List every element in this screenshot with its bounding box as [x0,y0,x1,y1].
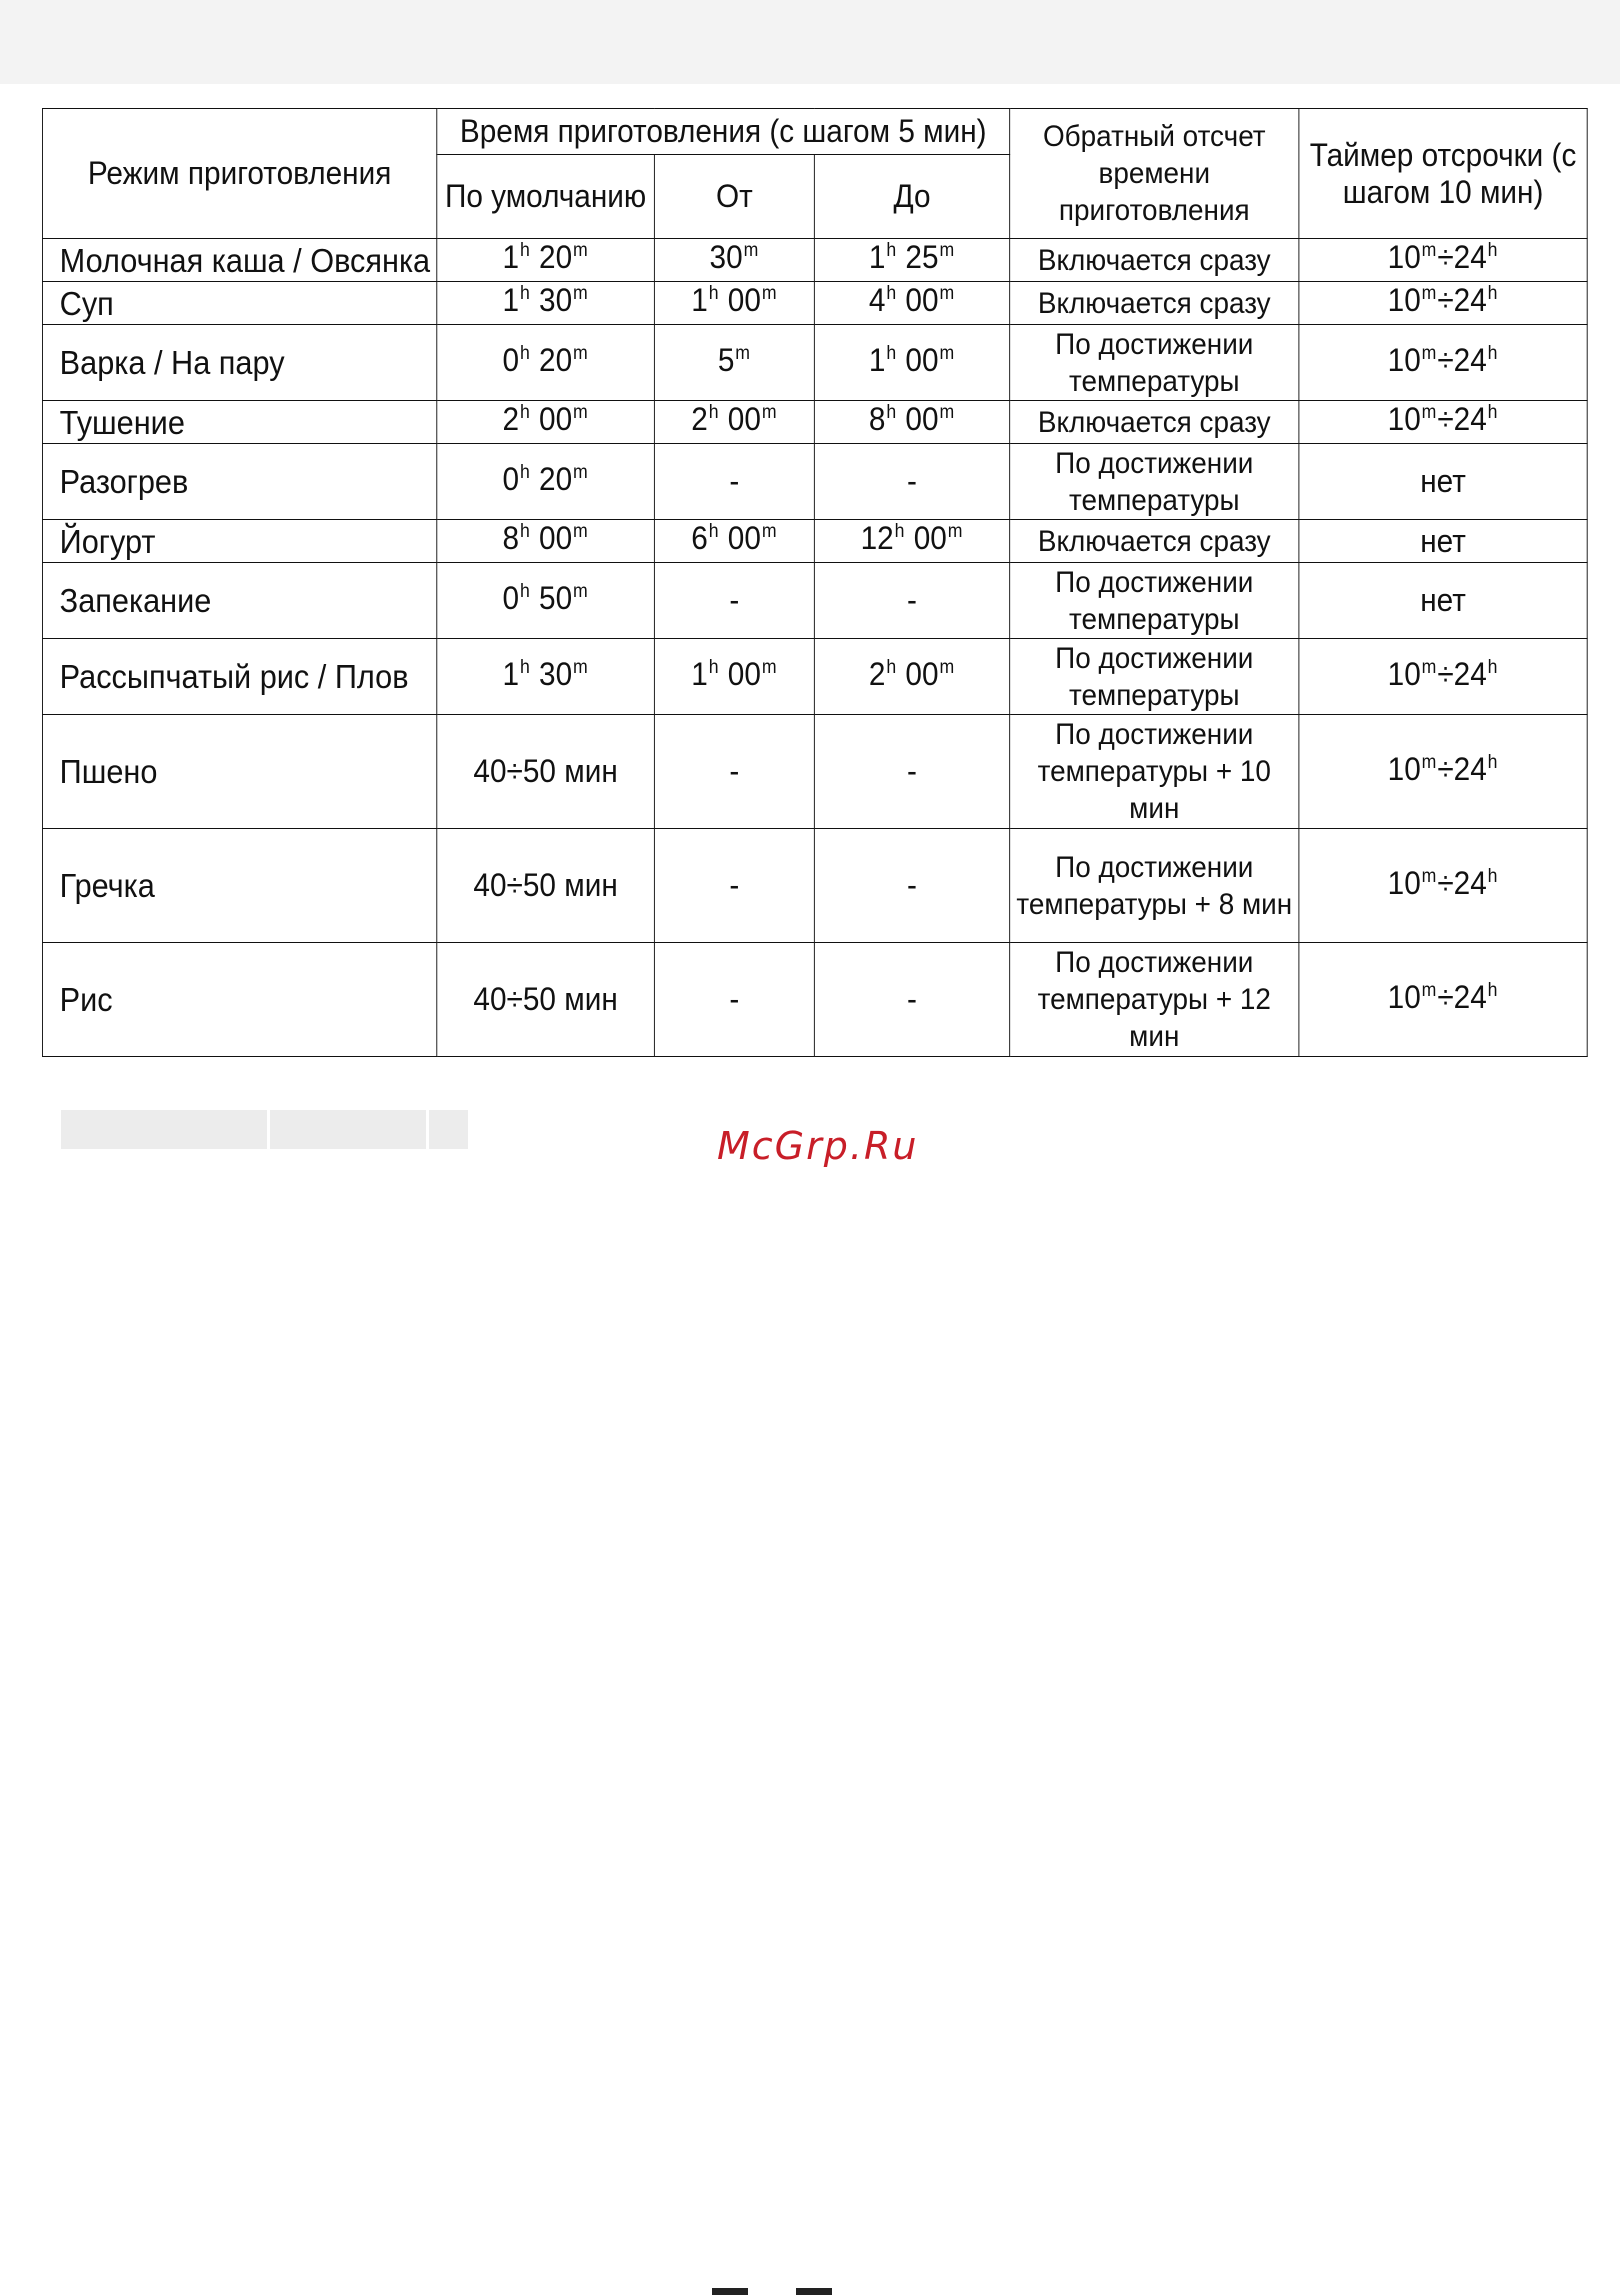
delay-timer-cell: $10^m\div 24^h$ [1299,715,1587,829]
mode-cell: Тушение [42,401,436,444]
to-time-cell: 4$^h$ 00$^m$ [814,282,1009,325]
to-time-cell: 1$^h$ 00$^m$ [814,325,1009,401]
countdown-cell: Включается сразу [1010,282,1299,325]
mode-cell: Разогрев [42,444,436,520]
delay-timer-cell: $10^m\div 24^h$ [1299,282,1587,325]
table-row [42,829,1587,943]
gray-bar [429,1110,468,1149]
from-time-cell: 30$^m$ [654,239,814,282]
table-row [42,943,1587,1057]
default-time-cell: 1$^h$ 30$^m$ [437,282,655,325]
page-mark [712,2288,748,2295]
delay-timer-cell: $10^m\div 24^h$ [1299,639,1587,715]
table-row [42,239,1587,282]
from-time-cell: 2$^h$ 00$^m$ [654,401,814,444]
default-time-cell: 40÷50 мин [437,829,655,943]
from-time-cell: - [654,563,814,639]
to-time-cell: - [814,444,1009,520]
default-time-cell: 0$^h$ 20$^m$ [437,325,655,401]
header-delay-timer: Таймер отсрочки (с шагом 10 мин) [1299,109,1587,239]
table-row [42,282,1587,325]
to-time-cell: - [814,563,1009,639]
default-time-cell: 0$^h$ 50$^m$ [437,563,655,639]
default-time-cell: 2$^h$ 00$^m$ [437,401,655,444]
delay-timer-cell: нет [1299,520,1587,563]
from-time-cell: - [654,829,814,943]
table-row [42,639,1587,715]
mode-cell: Рассыпчатый рис / Плов [42,639,436,715]
delay-timer-cell: $10^m\div 24^h$ [1299,943,1587,1057]
to-time-cell: 8$^h$ 00$^m$ [814,401,1009,444]
countdown-cell: По достижении температуры + 10 мин [1010,715,1299,829]
mode-cell: Рис [42,943,436,1057]
countdown-cell: По достижении температуры [1010,325,1299,401]
to-time-cell: 1$^h$ 25$^m$ [814,239,1009,282]
countdown-cell: Включается сразу [1010,239,1299,282]
countdown-cell: По достижении температуры [1010,639,1299,715]
delay-timer-cell: $10^m\div 24^h$ [1299,401,1587,444]
countdown-cell: По достижении температуры [1010,444,1299,520]
table-row [42,520,1587,563]
table-row [42,563,1587,639]
delay-timer-cell: $10^m\div 24^h$ [1299,325,1587,401]
to-time-cell: 2$^h$ 00$^m$ [814,639,1009,715]
from-time-cell: - [654,715,814,829]
countdown-cell: Включается сразу [1010,401,1299,444]
from-time-cell: 1$^h$ 00$^m$ [654,639,814,715]
delay-timer-cell: $10^m\div 24^h$ [1299,239,1587,282]
to-time-cell: - [814,715,1009,829]
to-time-cell: - [814,829,1009,943]
mode-cell: Запекание [42,563,436,639]
table-row [42,444,1587,520]
to-time-cell: 12$^h$ 00$^m$ [814,520,1009,563]
countdown-cell: По достижении температуры [1010,563,1299,639]
default-time-cell: 1$^h$ 30$^m$ [437,639,655,715]
default-time-cell: 0$^h$ 20$^m$ [437,444,655,520]
header-countdown: Обратный отсчет времени приготовления [1010,109,1299,239]
mode-cell: Варка / На пару [42,325,436,401]
watermark: McGrp.Ru [717,1124,919,1168]
table-row [42,401,1587,444]
delay-timer-cell: нет [1299,563,1587,639]
from-time-cell: - [654,444,814,520]
table-row [42,325,1587,401]
countdown-cell: По достижении температуры + 8 мин [1010,829,1299,943]
header-default: По умолчанию [437,155,655,239]
mode-cell: Гречка [42,829,436,943]
header-to: До [814,155,1009,239]
top-band [0,0,1620,84]
countdown-cell: Включается сразу [1010,520,1299,563]
header-time-group: Время приготовления (с шагом 5 мин) [437,109,1010,155]
default-time-cell: 8$^h$ 00$^m$ [437,520,655,563]
default-time-cell: 1$^h$ 20$^m$ [437,239,655,282]
from-time-cell: 6$^h$ 00$^m$ [654,520,814,563]
mode-cell: Пшено [42,715,436,829]
default-time-cell: 40÷50 мин [437,715,655,829]
from-time-cell: 5$^m$ [654,325,814,401]
delay-timer-cell: нет [1299,444,1587,520]
mode-cell: Молочная каша / Овсянка [42,239,436,282]
header-mode: Режим приготовления [42,109,436,239]
page-mark [796,2288,832,2295]
table-row [42,715,1587,829]
table-body [42,239,1587,1057]
header-from: От [654,155,814,239]
mode-cell: Суп [42,282,436,325]
countdown-cell: По достижении температуры + 12 мин [1010,943,1299,1057]
to-time-cell: - [814,943,1009,1057]
gray-bar [270,1110,426,1149]
default-time-cell: 40÷50 мин [437,943,655,1057]
from-time-cell: - [654,943,814,1057]
from-time-cell: 1$^h$ 00$^m$ [654,282,814,325]
gray-bar [61,1110,267,1149]
mode-cell: Йогурт [42,520,436,563]
delay-timer-cell: $10^m\div 24^h$ [1299,829,1587,943]
cooking-modes-table [42,108,1588,1057]
